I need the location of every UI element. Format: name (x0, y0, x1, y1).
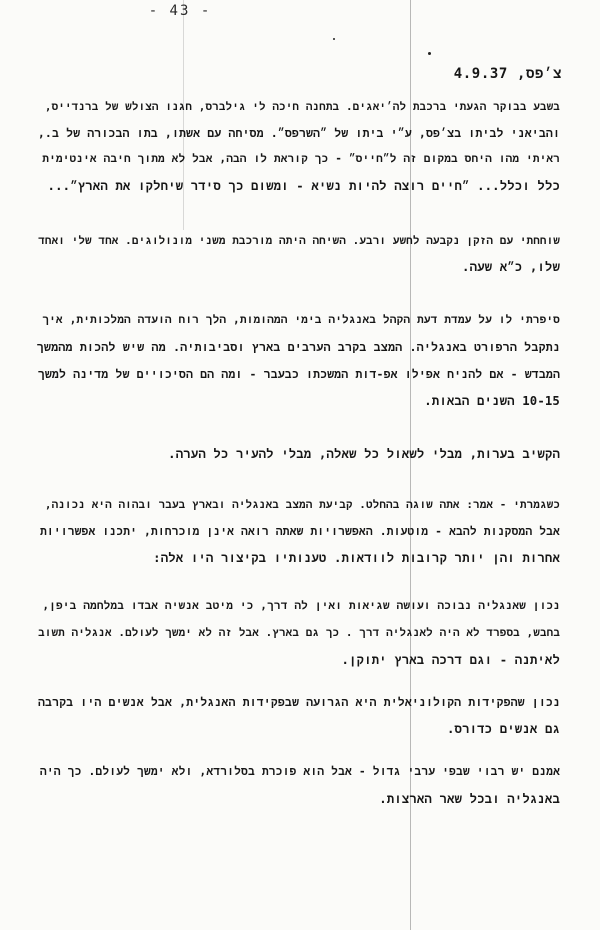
text-line: אחרות והן יותר קרובות לוודאות. טענותיו בקיצור היו אלה: (153, 551, 560, 565)
text-line: אמנם יש רבוי שבפי ערבי גדול - אבל הוא פוכרת בסלורדא, ולא ימשך לעולם. כך היה (39, 765, 560, 778)
text-line: נכון שהפקידות הקולוניאלית היא הגרועה שבפקידות האנגלית, אבל אנשים היו בקרבה (37, 695, 560, 709)
text-line: כשגמרתי - אמר: אתה שוגה בהחלט. קביעת המצב באנגליה ובארץ בעבר ובהוה היא נכונה, (44, 498, 560, 511)
text-line: נכון שאנגליה נבוכה ועושה שגיאות ואין לה דרך, כי מיטב אנשיה אבדו במלחמה ביפן, (42, 599, 560, 612)
text-line: כלל וכלל... ״חיים רוצה להיות נשיא - ומשום כך סידר שיחלקו את הארץ״... (47, 179, 560, 193)
text-line: בחבש, בספרד לא היה לאנגליה דרך . כך גם בארץ. אבל זה לא ימשך לעולם. אנגליה תשוב (38, 626, 560, 639)
text-line: שוחחתי עם הזקן נקבעה לחשע ורבע. השיחה היתה מורכבת משני מונולוגים. אחד שלי ואחד (38, 234, 560, 247)
text-line: ראיתי מהו היחס במקום זה ל״חייס״ - כך קוראת לו הבה, אבל לא מתוך חיבה אינטימית (42, 152, 560, 165)
text-line: והביאני לביתו בצ׳פס, ע״י ביתו של ״השרפס״. מסיחה עם אשתו, בתו הבכורה של ב., (37, 126, 560, 140)
text-line: גם אנשים כדורס. (446, 722, 560, 736)
text-line: סיפרתי לו על עמדת דעת הקהל באנגליה בימי המהומות, הלך רוח הועדה המלכותית, איך (42, 313, 560, 326)
scan-fold-line (183, 0, 184, 230)
text-line: 10-15 השנים הבאות. (424, 394, 560, 408)
text-line: בשבע בבוקר הגעתי ברכבת לה׳יאגים. בתחנה חיכה לי גילברס, חגנו הצולש של ברנדייס, (44, 100, 560, 113)
text-line: לאיתנה - וגם דרכה בארץ יתוקן. (341, 653, 560, 667)
scan-speck (333, 38, 335, 40)
text-line: באנגליה ובכל שאר הארצות. (379, 792, 560, 806)
text-line: שלו, כ״א שעה. (462, 260, 560, 274)
scan-speck (428, 52, 431, 55)
text-line: המבדש - אם להניח אפילו אפ-דות המשכתו כבעבר - ומה הם הסיכויים של מדינה למשך (37, 367, 560, 381)
text-line: אבל המסקנות להבא - מוטעות. האפשרויות שאתה רואה אינן מוכרחות, יתכנו אפשרויות (39, 525, 560, 538)
page-number: - 43 - (148, 3, 212, 19)
date-heading: צ׳פס, 4.9.37 (453, 66, 562, 82)
text-line: נתקבל הרפורט באנגליה. המצב בקרב הערבים בארץ וסביבותיה. מה שיש להכות מהמשך (36, 340, 560, 354)
text-line: הקשיב בערות, מבלי לשאול כל שאלה, מבלי להעיר כל הערה. (168, 447, 560, 461)
